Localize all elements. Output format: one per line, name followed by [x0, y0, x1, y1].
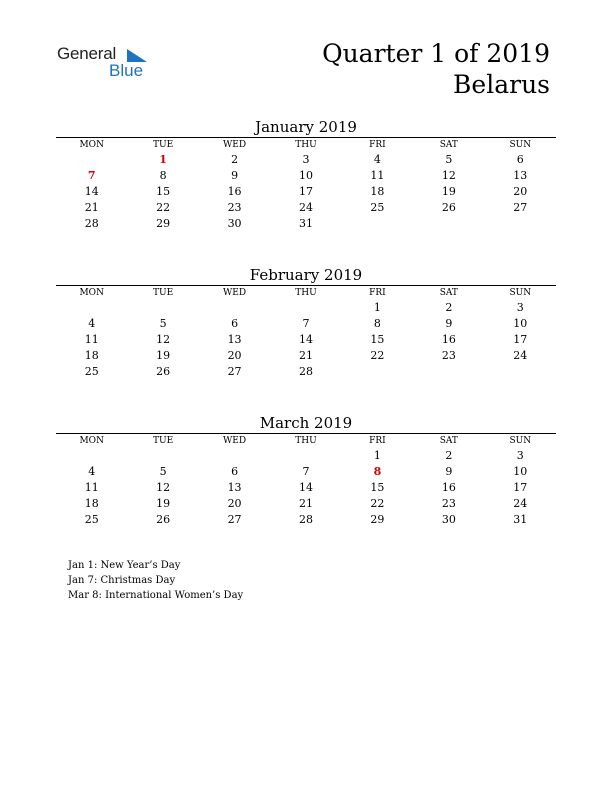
day-cell: 25 — [84, 513, 99, 526]
title-block — [322, 38, 550, 100]
day-cell: 21 — [298, 349, 313, 362]
weekday-header: MON — [79, 288, 104, 298]
day-cell: 4 — [373, 153, 381, 166]
day-cell: 2 — [445, 449, 453, 462]
weekday-header: SUN — [509, 436, 532, 446]
day-cell: 26 — [156, 513, 171, 526]
day-cell: 22 — [370, 497, 385, 510]
day-cell: 30 — [227, 217, 242, 230]
day-cell: 25 — [84, 365, 99, 378]
day-cell: 10 — [513, 465, 528, 478]
day-cell: 25 — [370, 201, 385, 214]
day-cell: 13 — [227, 333, 242, 346]
day-cell: 4 — [88, 465, 96, 478]
day-cell: 3 — [302, 153, 310, 166]
day-cell: 22 — [370, 349, 385, 362]
day-cell: 8 — [373, 317, 381, 330]
logo — [57, 44, 167, 84]
weekday-header: MON — [79, 140, 104, 150]
day-cell: 24 — [298, 201, 313, 214]
day-cell — [485, 216, 556, 232]
day-cell: 19 — [441, 185, 456, 198]
day-cell: 26 — [156, 365, 171, 378]
day-cell — [270, 448, 341, 464]
day-cell: 23 — [441, 349, 456, 362]
day-cell: 28 — [298, 365, 313, 378]
day-cell: 30 — [441, 513, 456, 526]
day-cell: 17 — [513, 333, 528, 346]
day-cell: 27 — [227, 513, 242, 526]
day-cell: 29 — [156, 217, 171, 230]
day-cell — [127, 448, 198, 464]
day-cell: 14 — [298, 481, 313, 494]
day-cell — [127, 300, 198, 316]
day-cell: 10 — [513, 317, 528, 330]
day-cell: 18 — [370, 185, 385, 198]
holiday-day-cell: 1 — [159, 153, 167, 166]
logo-general-text: General — [57, 44, 117, 63]
day-cell: 3 — [516, 301, 524, 314]
month-february — [56, 265, 556, 380]
weekday-header: SAT — [439, 140, 458, 150]
day-cell: 4 — [88, 317, 96, 330]
day-cell: 6 — [231, 465, 239, 478]
day-cell: 23 — [227, 201, 242, 214]
day-cell: 18 — [84, 349, 99, 362]
day-cell: 7 — [302, 465, 310, 478]
day-cell: 27 — [227, 365, 242, 378]
day-cell: 12 — [441, 169, 456, 182]
weekday-header: THU — [295, 288, 317, 298]
weekday-header: WED — [223, 436, 247, 446]
day-cell: 15 — [156, 185, 171, 198]
day-cell — [56, 152, 127, 168]
weekday-header: TUE — [153, 140, 174, 150]
day-cell: 9 — [445, 465, 453, 478]
day-cell — [199, 448, 270, 464]
day-cell: 19 — [156, 497, 171, 510]
country-name: Belarus — [453, 70, 550, 99]
weekday-header: FRI — [369, 140, 386, 150]
day-cell: 24 — [513, 497, 528, 510]
weekday-header: FRI — [369, 288, 386, 298]
holiday-note: Jan 1: New Year’s Day — [68, 560, 181, 571]
day-cell: 20 — [513, 185, 528, 198]
calendar-grid — [56, 138, 556, 232]
day-cell — [413, 364, 484, 380]
day-cell: 8 — [159, 169, 167, 182]
weekday-header: SAT — [439, 288, 458, 298]
day-cell: 13 — [227, 481, 242, 494]
day-cell: 23 — [441, 497, 456, 510]
day-cell: 20 — [227, 497, 242, 510]
weekday-header: WED — [223, 140, 247, 150]
page-title: Quarter 1 of 2019 — [322, 39, 550, 68]
holiday-notes — [68, 558, 243, 603]
weekday-header: SUN — [509, 288, 532, 298]
calendar-grid — [56, 286, 556, 380]
day-cell: 1 — [373, 449, 381, 462]
day-cell: 6 — [231, 317, 239, 330]
weekday-header: WED — [223, 288, 247, 298]
weekday-header: FRI — [369, 436, 386, 446]
holiday-day-cell: 7 — [87, 169, 96, 182]
month-march — [56, 413, 556, 528]
month-title: February 2019 — [249, 266, 363, 284]
day-cell: 11 — [370, 169, 385, 182]
day-cell: 10 — [298, 169, 313, 182]
day-cell: 2 — [231, 153, 239, 166]
day-cell: 27 — [513, 201, 528, 214]
day-cell: 5 — [159, 317, 167, 330]
day-cell: 18 — [84, 497, 99, 510]
day-cell: 11 — [84, 481, 99, 494]
day-cell: 12 — [156, 481, 171, 494]
holiday-note: Mar 8: International Women’s Day — [68, 590, 244, 601]
day-cell: 20 — [227, 349, 242, 362]
day-cell: 2 — [445, 301, 453, 314]
day-cell: 1 — [373, 301, 381, 314]
day-cell: 31 — [513, 513, 528, 526]
day-cell: 6 — [516, 153, 524, 166]
day-cell: 17 — [513, 481, 528, 494]
day-cell: 9 — [445, 317, 453, 330]
day-cell: 7 — [302, 317, 310, 330]
month-january — [56, 117, 556, 232]
day-cell — [56, 448, 127, 464]
day-cell — [199, 300, 270, 316]
day-cell — [270, 300, 341, 316]
weekday-header: THU — [295, 436, 317, 446]
day-cell: 13 — [513, 169, 528, 182]
day-cell: 12 — [156, 333, 171, 346]
weekday-header: MON — [79, 436, 104, 446]
day-cell: 16 — [441, 333, 456, 346]
day-cell: 31 — [298, 217, 313, 230]
day-cell: 16 — [441, 481, 456, 494]
day-cell: 19 — [156, 349, 171, 362]
day-cell: 24 — [513, 349, 528, 362]
day-cell — [342, 216, 413, 232]
month-title: January 2019 — [255, 118, 357, 136]
day-cell: 5 — [445, 153, 453, 166]
day-cell: 14 — [84, 185, 99, 198]
weekday-header: THU — [295, 140, 317, 150]
day-cell: 22 — [156, 201, 171, 214]
weekday-header: SAT — [439, 436, 458, 446]
weekday-header: SUN — [509, 140, 532, 150]
day-cell — [342, 364, 413, 380]
month-title: March 2019 — [259, 414, 353, 432]
day-cell: 17 — [298, 185, 313, 198]
weekday-header: TUE — [153, 436, 174, 446]
day-cell — [413, 216, 484, 232]
day-cell: 29 — [370, 513, 385, 526]
holiday-note: Jan 7: Christmas Day — [68, 575, 176, 586]
day-cell: 21 — [84, 201, 99, 214]
logo-blue-text: Blue — [109, 61, 144, 80]
day-cell — [56, 300, 127, 316]
day-cell: 5 — [159, 465, 167, 478]
day-cell: 21 — [298, 497, 313, 510]
day-cell: 28 — [298, 513, 313, 526]
day-cell: 14 — [298, 333, 313, 346]
day-cell: 26 — [441, 201, 456, 214]
day-cell: 28 — [84, 217, 99, 230]
calendar-grid — [56, 434, 556, 528]
weekday-header: TUE — [153, 288, 174, 298]
day-cell — [485, 364, 556, 380]
day-cell: 3 — [516, 449, 524, 462]
day-cell: 15 — [370, 333, 385, 346]
day-cell: 15 — [370, 481, 385, 494]
holiday-day-cell: 8 — [373, 465, 382, 478]
day-cell: 9 — [231, 169, 239, 182]
day-cell: 16 — [227, 185, 242, 198]
day-cell: 11 — [84, 333, 99, 346]
